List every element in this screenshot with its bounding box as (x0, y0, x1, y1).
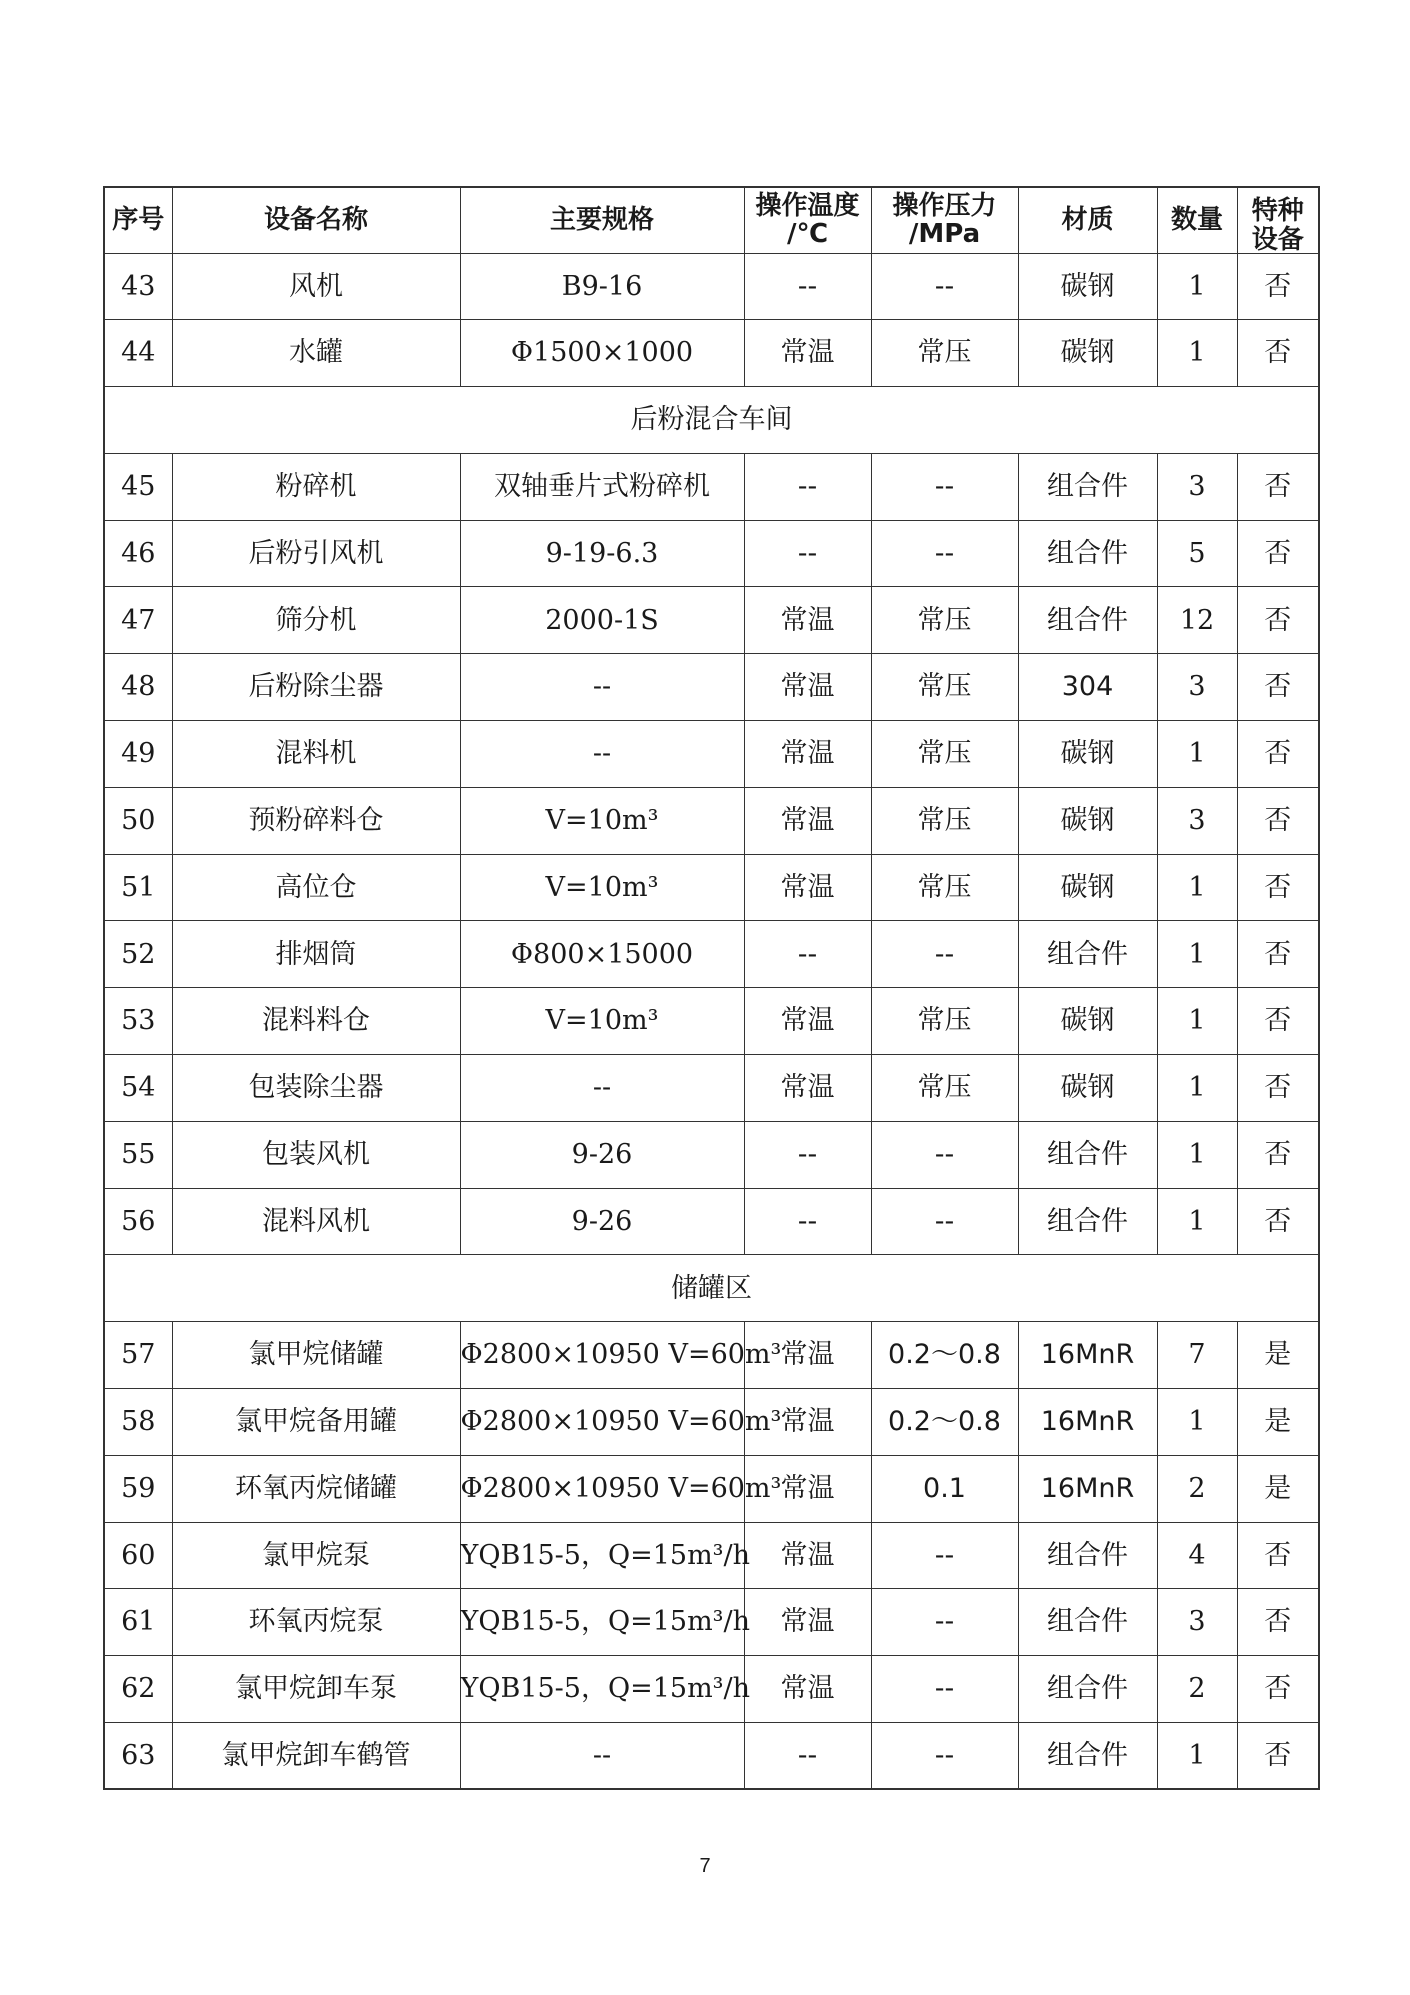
cell-no: 55 (104, 1121, 172, 1188)
cell-spec: YQB15-5，Q=15m³/h (460, 1522, 744, 1589)
header-material: 材质 (1018, 187, 1157, 253)
cell-spec: Φ2800×10950 V=60m³ (460, 1322, 744, 1389)
cell-press: 0.1 (871, 1455, 1018, 1522)
header-press-line1: 操作压力 (892, 190, 997, 221)
cell-no: 60 (104, 1522, 172, 1589)
cell-special: 否 (1237, 721, 1319, 788)
cell-material: 碳钢 (1018, 787, 1157, 854)
cell-material: 组合件 (1018, 1723, 1157, 1790)
cell-press: 0.2～0.8 (871, 1389, 1018, 1456)
cell-no: 50 (104, 787, 172, 854)
cell-special: 否 (1237, 520, 1319, 587)
cell-temp: -- (744, 453, 871, 520)
cell-no: 48 (104, 654, 172, 721)
cell-press: -- (871, 1188, 1018, 1255)
cell-special: 是 (1237, 1322, 1319, 1389)
cell-press: 常压 (871, 988, 1018, 1055)
cell-spec: Φ800×15000 (460, 921, 744, 988)
cell-material: 组合件 (1018, 1188, 1157, 1255)
cell-qty: 4 (1157, 1522, 1237, 1589)
cell-material: 组合件 (1018, 921, 1157, 988)
cell-spec: 9-19-6.3 (460, 520, 744, 587)
cell-spec: YQB15-5，Q=15m³/h (460, 1589, 744, 1656)
cell-name: 氯甲烷泵 (172, 1522, 460, 1589)
cell-material: 碳钢 (1018, 721, 1157, 788)
cell-qty: 2 (1157, 1656, 1237, 1723)
cell-spec: B9-16 (460, 253, 744, 320)
cell-special: 是 (1237, 1389, 1319, 1456)
cell-no: 53 (104, 988, 172, 1055)
cell-qty: 1 (1157, 721, 1237, 788)
cell-name: 粉碎机 (172, 453, 460, 520)
header-temp (744, 187, 871, 253)
cell-press: 0.2～0.8 (871, 1322, 1018, 1389)
cell-press: 常压 (871, 854, 1018, 921)
cell-press: -- (871, 1522, 1018, 1589)
cell-no: 49 (104, 721, 172, 788)
table-row (104, 1589, 1319, 1656)
cell-spec: Φ1500×1000 (460, 320, 744, 387)
cell-special: 否 (1237, 453, 1319, 520)
cell-name: 环氧丙烷泵 (172, 1589, 460, 1656)
cell-spec: V=10m³ (460, 988, 744, 1055)
cell-no: 43 (104, 253, 172, 320)
header-name: 设备名称 (172, 187, 460, 253)
table-row (104, 520, 1319, 587)
cell-spec: -- (460, 654, 744, 721)
table-row (104, 587, 1319, 654)
cell-no: 44 (104, 320, 172, 387)
cell-qty: 5 (1157, 520, 1237, 587)
table-row (104, 1188, 1319, 1255)
cell-no: 52 (104, 921, 172, 988)
cell-material: 组合件 (1018, 1656, 1157, 1723)
cell-material: 组合件 (1018, 587, 1157, 654)
cell-name: 氯甲烷卸车鹤管 (172, 1723, 460, 1790)
cell-spec: Φ2800×10950 V=60m³ (460, 1389, 744, 1456)
cell-no: 47 (104, 587, 172, 654)
cell-temp: 常温 (744, 1455, 871, 1522)
cell-temp: 常温 (744, 1589, 871, 1656)
cell-name: 氯甲烷储罐 (172, 1322, 460, 1389)
cell-name: 高位仓 (172, 854, 460, 921)
cell-name: 水罐 (172, 320, 460, 387)
table-row (104, 1055, 1319, 1122)
cell-material: 碳钢 (1018, 1055, 1157, 1122)
cell-spec: 2000-1S (460, 587, 744, 654)
cell-special: 否 (1237, 587, 1319, 654)
cell-special: 否 (1237, 988, 1319, 1055)
section-title: 储罐区 (104, 1255, 1319, 1322)
cell-temp: 常温 (744, 587, 871, 654)
cell-spec: V=10m³ (460, 787, 744, 854)
cell-name: 氯甲烷备用罐 (172, 1389, 460, 1456)
cell-no: 58 (104, 1389, 172, 1456)
cell-spec: -- (460, 721, 744, 788)
cell-name: 混料料仓 (172, 988, 460, 1055)
table-row (104, 854, 1319, 921)
cell-special: 否 (1237, 1121, 1319, 1188)
cell-no: 59 (104, 1455, 172, 1522)
cell-press: -- (871, 453, 1018, 520)
cell-spec: -- (460, 1723, 744, 1790)
cell-qty: 7 (1157, 1322, 1237, 1389)
table-row (104, 787, 1319, 854)
table-row (104, 1121, 1319, 1188)
cell-temp: -- (744, 921, 871, 988)
cell-qty: 1 (1157, 1055, 1237, 1122)
cell-temp: 常温 (744, 721, 871, 788)
cell-qty: 1 (1157, 1188, 1237, 1255)
cell-temp: 常温 (744, 854, 871, 921)
table-body (104, 253, 1319, 1789)
cell-qty: 3 (1157, 787, 1237, 854)
cell-press: 常压 (871, 587, 1018, 654)
cell-press: -- (871, 921, 1018, 988)
cell-temp: -- (744, 253, 871, 320)
cell-spec: Φ2800×10950 V=60m³ (460, 1455, 744, 1522)
cell-temp: 常温 (744, 1522, 871, 1589)
cell-special: 否 (1237, 1055, 1319, 1122)
cell-material: 碳钢 (1018, 988, 1157, 1055)
cell-name: 包装除尘器 (172, 1055, 460, 1122)
header-qty: 数量 (1157, 187, 1237, 253)
cell-qty: 1 (1157, 1723, 1237, 1790)
table-row (104, 654, 1319, 721)
header-temp-line2: /℃ (787, 219, 828, 250)
cell-name: 后粉引风机 (172, 520, 460, 587)
cell-press: -- (871, 520, 1018, 587)
header-spec: 主要规格 (460, 187, 744, 253)
cell-no: 54 (104, 1055, 172, 1122)
header-special-line1: 特种 (1251, 195, 1304, 226)
cell-temp: 常温 (744, 1656, 871, 1723)
cell-no: 63 (104, 1723, 172, 1790)
cell-temp: -- (744, 1121, 871, 1188)
cell-press: 常压 (871, 721, 1018, 788)
header-special (1237, 187, 1319, 253)
cell-material: 16MnR (1018, 1455, 1157, 1522)
cell-qty: 1 (1157, 1121, 1237, 1188)
cell-special: 否 (1237, 921, 1319, 988)
table-header-row (104, 187, 1319, 253)
cell-special: 否 (1237, 654, 1319, 721)
cell-name: 风机 (172, 253, 460, 320)
cell-qty: 1 (1157, 854, 1237, 921)
cell-temp: 常温 (744, 320, 871, 387)
cell-press: -- (871, 253, 1018, 320)
cell-press: 常压 (871, 320, 1018, 387)
cell-no: 57 (104, 1322, 172, 1389)
table-row (104, 320, 1319, 387)
cell-special: 否 (1237, 320, 1319, 387)
cell-material: 碳钢 (1018, 253, 1157, 320)
table-row (104, 1656, 1319, 1723)
page-number: 7 (699, 1855, 711, 1877)
cell-press: -- (871, 1121, 1018, 1188)
cell-name: 后粉除尘器 (172, 654, 460, 721)
cell-press: -- (871, 1656, 1018, 1723)
cell-qty: 1 (1157, 1389, 1237, 1456)
cell-special: 是 (1237, 1455, 1319, 1522)
table-row (104, 1455, 1319, 1522)
cell-no: 56 (104, 1188, 172, 1255)
header-special-line2: 设备 (1251, 224, 1304, 255)
cell-special: 否 (1237, 1188, 1319, 1255)
table-row (104, 921, 1319, 988)
cell-name: 预粉碎料仓 (172, 787, 460, 854)
cell-special: 否 (1237, 1589, 1319, 1656)
cell-temp: 常温 (744, 787, 871, 854)
section-row (104, 1255, 1319, 1322)
cell-special: 否 (1237, 854, 1319, 921)
cell-material: 组合件 (1018, 1522, 1157, 1589)
table-row (104, 253, 1319, 320)
cell-press: -- (871, 1723, 1018, 1790)
cell-name: 环氧丙烷储罐 (172, 1455, 460, 1522)
cell-qty: 3 (1157, 453, 1237, 520)
cell-temp: -- (744, 520, 871, 587)
cell-material: 16MnR (1018, 1322, 1157, 1389)
cell-qty: 12 (1157, 587, 1237, 654)
header-no: 序号 (104, 187, 172, 253)
section-row (104, 387, 1319, 454)
cell-qty: 3 (1157, 1589, 1237, 1656)
header-temp-line1: 操作温度 (755, 190, 860, 221)
cell-press: 常压 (871, 654, 1018, 721)
cell-temp: 常温 (744, 988, 871, 1055)
equipment-table (103, 186, 1320, 1790)
cell-name: 混料机 (172, 721, 460, 788)
table-row (104, 1322, 1319, 1389)
cell-name: 排烟筒 (172, 921, 460, 988)
table-row (104, 721, 1319, 788)
cell-temp: 常温 (744, 1055, 871, 1122)
table-row (104, 1522, 1319, 1589)
table-row (104, 453, 1319, 520)
cell-temp: 常温 (744, 1322, 871, 1389)
cell-no: 46 (104, 520, 172, 587)
cell-material: 组合件 (1018, 1589, 1157, 1656)
cell-no: 62 (104, 1656, 172, 1723)
header-press-line2: /MPa (908, 219, 981, 250)
cell-temp: -- (744, 1723, 871, 1790)
cell-spec: 双轴垂片式粉碎机 (460, 453, 744, 520)
cell-qty: 1 (1157, 921, 1237, 988)
cell-material: 304 (1018, 654, 1157, 721)
cell-qty: 1 (1157, 253, 1237, 320)
cell-qty: 3 (1157, 654, 1237, 721)
cell-no: 61 (104, 1589, 172, 1656)
cell-temp: 常温 (744, 654, 871, 721)
cell-spec: -- (460, 1055, 744, 1122)
cell-spec: 9-26 (460, 1188, 744, 1255)
cell-material: 碳钢 (1018, 854, 1157, 921)
cell-material: 组合件 (1018, 453, 1157, 520)
table-row (104, 988, 1319, 1055)
cell-name: 包装风机 (172, 1121, 460, 1188)
cell-name: 氯甲烷卸车泵 (172, 1656, 460, 1723)
cell-material: 组合件 (1018, 520, 1157, 587)
cell-spec: YQB15-5，Q=15m³/h (460, 1656, 744, 1723)
cell-special: 否 (1237, 253, 1319, 320)
cell-press: -- (871, 1589, 1018, 1656)
cell-qty: 2 (1157, 1455, 1237, 1522)
cell-no: 51 (104, 854, 172, 921)
cell-name: 混料风机 (172, 1188, 460, 1255)
cell-temp: -- (744, 1188, 871, 1255)
cell-material: 16MnR (1018, 1389, 1157, 1456)
cell-material: 碳钢 (1018, 320, 1157, 387)
section-title: 后粉混合车间 (104, 387, 1319, 454)
cell-special: 否 (1237, 1522, 1319, 1589)
cell-name: 筛分机 (172, 587, 460, 654)
cell-special: 否 (1237, 1723, 1319, 1790)
cell-spec: V=10m³ (460, 854, 744, 921)
cell-special: 否 (1237, 787, 1319, 854)
table-row (104, 1723, 1319, 1790)
cell-qty: 1 (1157, 320, 1237, 387)
cell-press: 常压 (871, 1055, 1018, 1122)
cell-qty: 1 (1157, 988, 1237, 1055)
cell-no: 45 (104, 453, 172, 520)
cell-material: 组合件 (1018, 1121, 1157, 1188)
cell-temp: 常温 (744, 1389, 871, 1456)
cell-press: 常压 (871, 787, 1018, 854)
table-row (104, 1389, 1319, 1456)
cell-special: 否 (1237, 1656, 1319, 1723)
header-press (871, 187, 1018, 253)
cell-spec: 9-26 (460, 1121, 744, 1188)
